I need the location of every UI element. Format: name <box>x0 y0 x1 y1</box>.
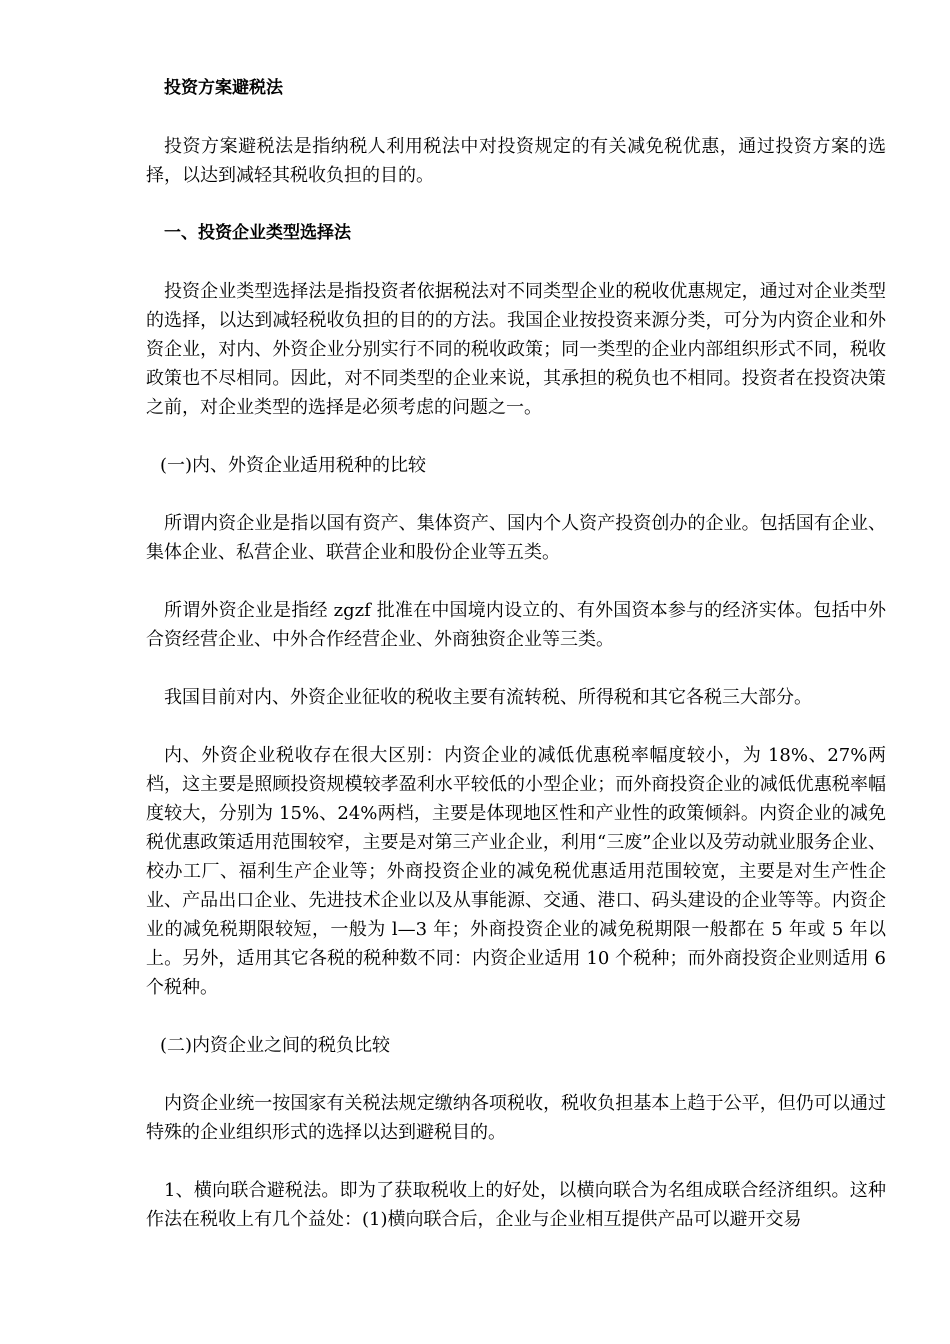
paragraph-tax-differences: 内、外资企业税收存在很大区别：内资企业的减低优惠税率幅度较小，为 18%、27%两档，这主要是照顾投资规模较孝盈利水平较低的小型企业；而外商投资企业的减低优惠税率幅度较大，分别为 15%、24%两档，主要是体现地区性和产业性的政策倾斜。内资企业的减免税优惠政策适用范围较窄，主要是对第三产业企业，利用“三废”企业以及劳动就业服务企业、校办工厂、福利生产企业等；外商投资企业的减免税优惠适用范围较宽，主要是对生产性企业、产品出口企业、先进技术企业以及从事能源、交通、港口、码头建设的企业等等。内资企业的减免税期限较短，一般为 l—3 年；外商投资企业的减免税期限一般都在 5 年或 5 年以上。另外，适用其它各税的税种数不同：内资企业适用 10 个税种；而外商投资企业则适用 6 个税种。 <box>146 745 886 998</box>
paragraph-enterprise-type: 投资企业类型选择法是指投资者依据税法对不同类型企业的税收优惠规定，通过对企业类型的选择，以达到减轻税收负担的目的的方法。我国企业按投资来源分类，可分为内资企业和外资企业，对内、外资企业分别实行不同的税收政策；同一类型的企业内部组织形式不同，税收政策也不尽相同。因此，对不同类型的企业来说，其承担的税负也不相同。投资者在投资决策之前，对企业类型的选择是必须考虑的问题之一。 <box>146 281 886 418</box>
paragraph-intro: 投资方案避税法是指纳税人利用税法中对投资规定的有关减免税优惠，通过投资方案的选择，以达到减轻其税收负担的目的。 <box>146 136 886 186</box>
subsection-heading-1: (一)内、外资企业适用税种的比较 <box>160 455 427 476</box>
paragraph-domestic-enterprise: 所谓内资企业是指以国有资产、集体资产、国内个人资产投资创办的企业。包括国有企业、集体企业、私营企业、联营企业和股份企业等五类。 <box>146 513 886 563</box>
paragraph-horizontal-union: 1、横向联合避税法。即为了获取税收上的好处，以横向联合为名组成联合经济组织。这种作法在税收上有几个益处：(1)横向联合后，企业与企业相互提供产品可以避开交易 <box>146 1180 886 1230</box>
section-heading-1: 一、投资企业类型选择法 <box>164 223 351 243</box>
subsection-heading-2: (二)内资企业之间的税负比较 <box>160 1035 391 1056</box>
paragraph-foreign-enterprise: 所谓外资企业是指经 zgzf 批准在中国境内设立的、有外国资本参与的经济实体。包括中外合资经营企业、中外合作经营企业、外商独资企业等三类。 <box>146 600 886 650</box>
paragraph-domestic-comparison: 内资企业统一按国家有关税法规定缴纳各项税收，税收负担基本上趋于公平，但仍可以通过特殊的企业组织形式的选择以达到避税目的。 <box>146 1093 886 1143</box>
document-title: 投资方案避税法 <box>164 78 283 98</box>
document-page <box>146 74 886 1263</box>
paragraph-tax-categories: 我国目前对内、外资企业征收的税收主要有流转税、所得税和其它各税三大部分。 <box>164 687 812 708</box>
